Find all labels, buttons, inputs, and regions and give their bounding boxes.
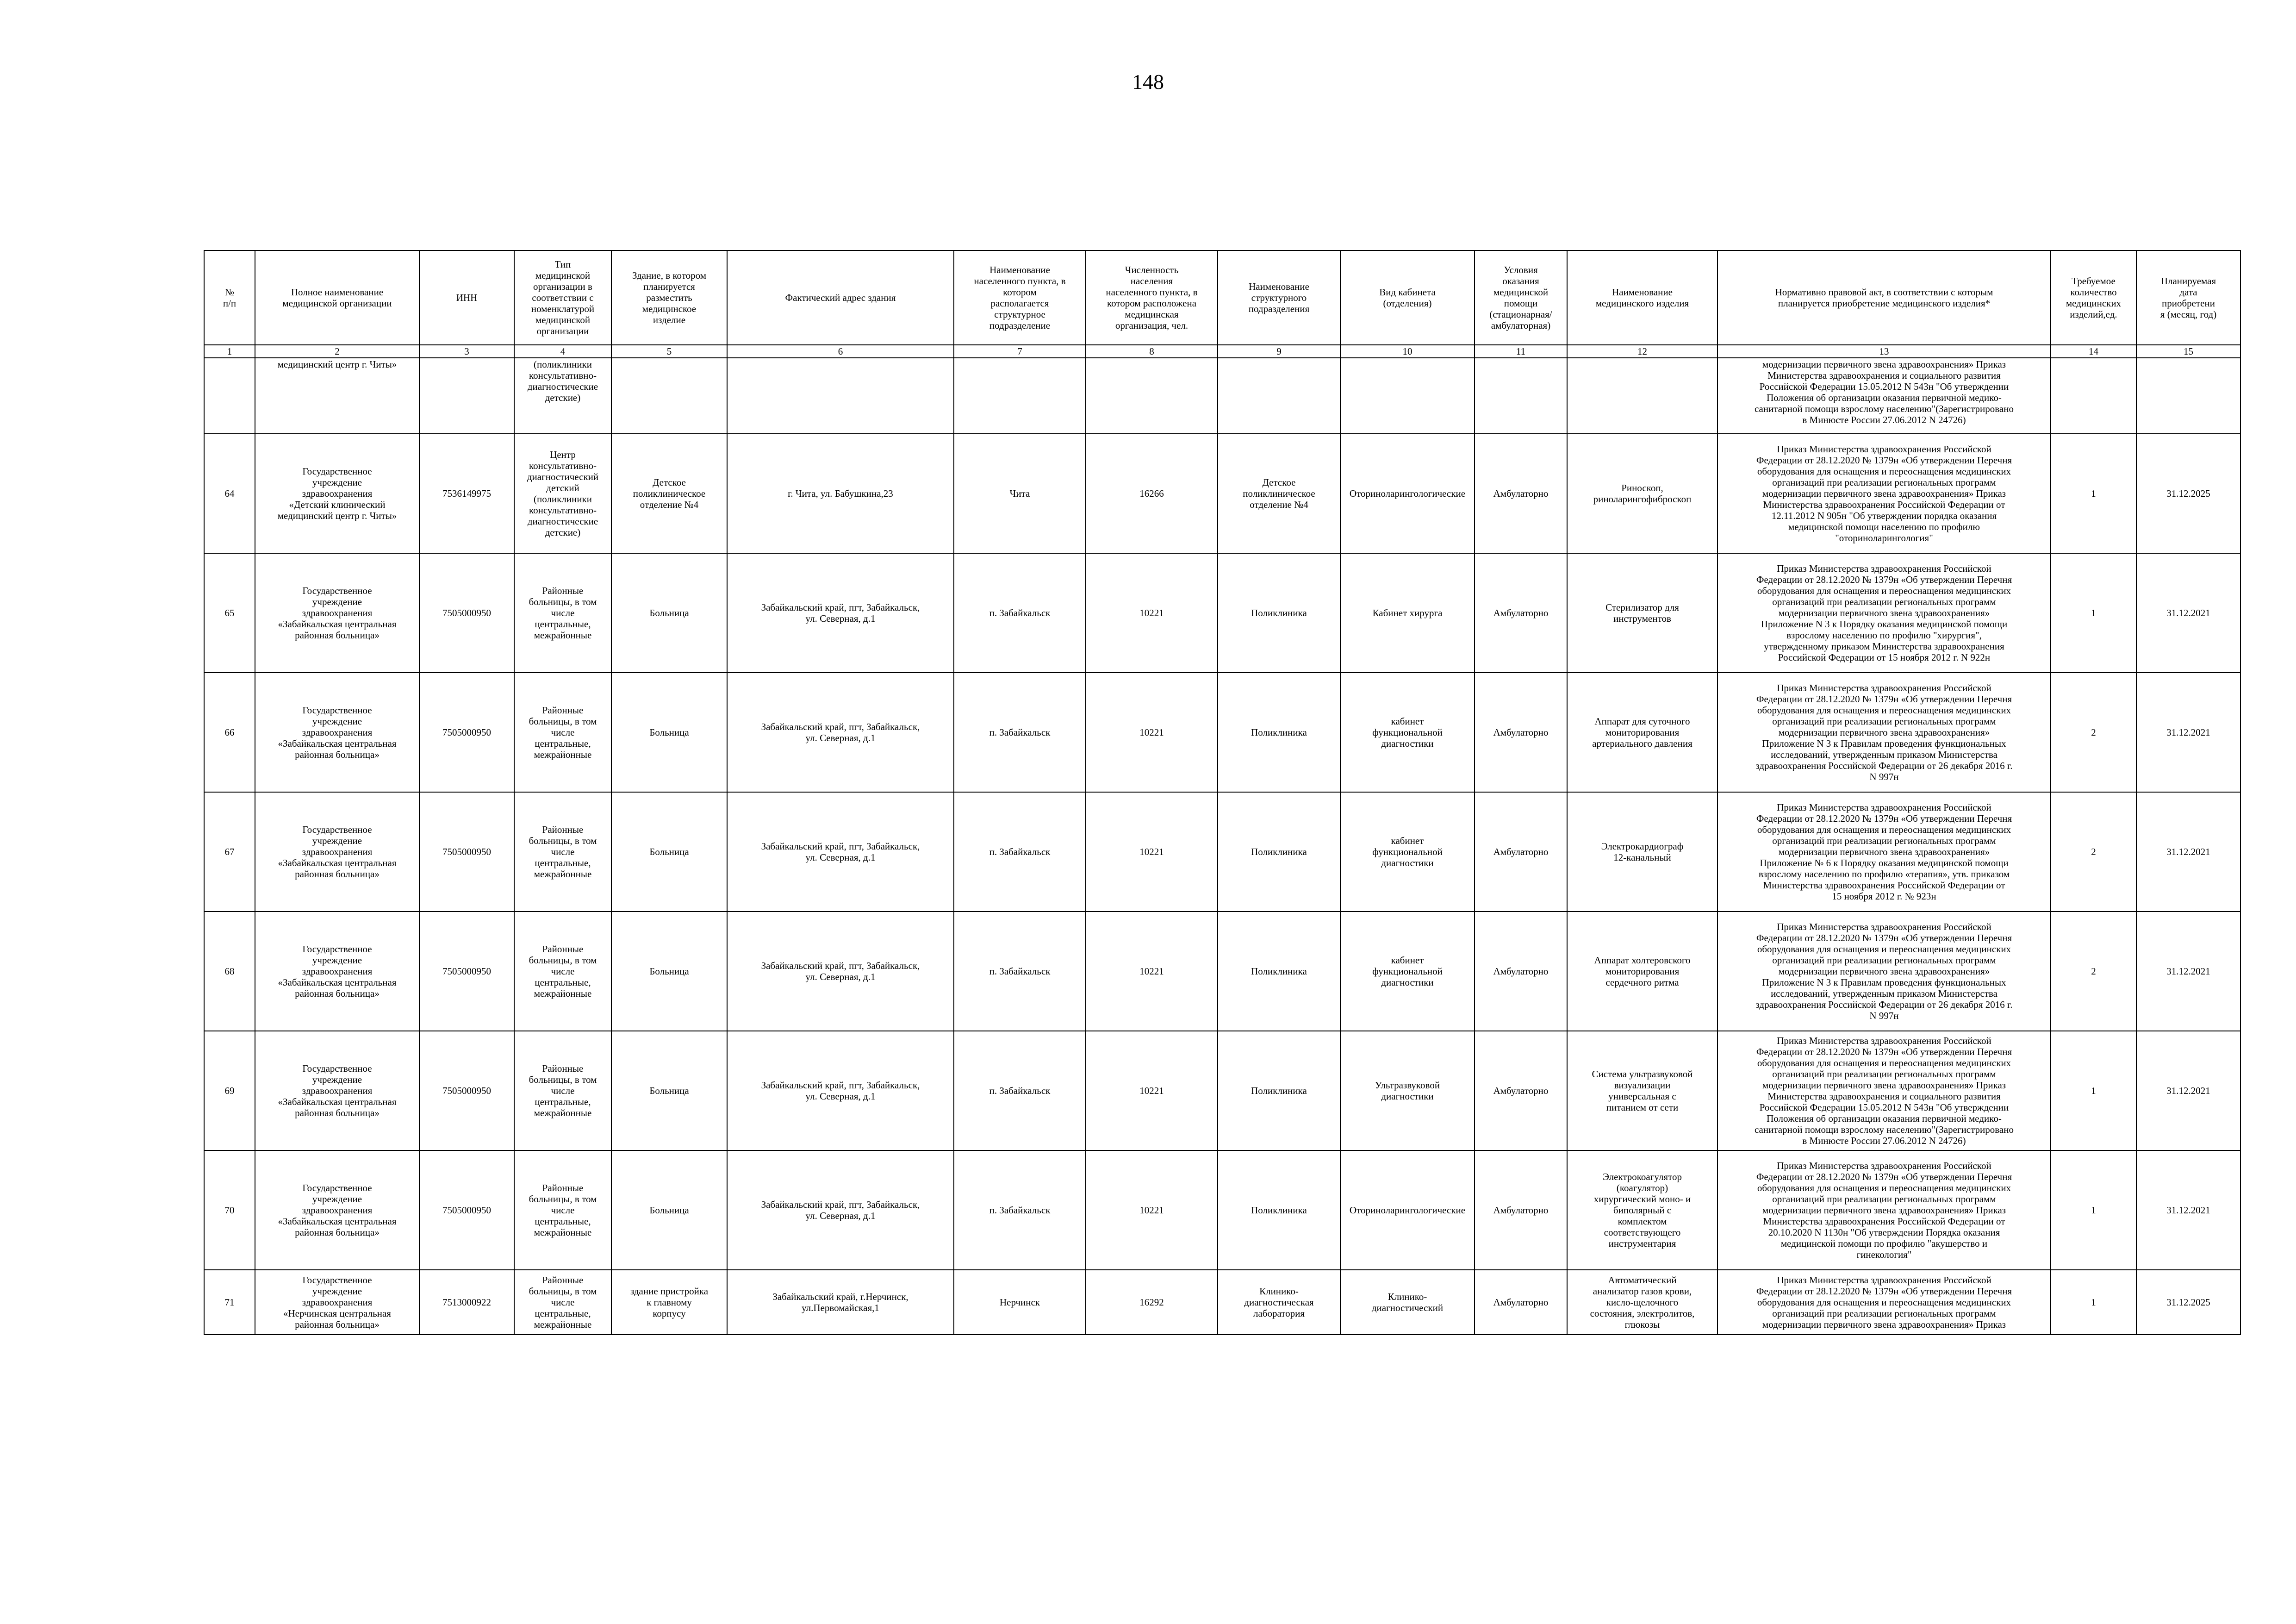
cell-population: 10221 (1086, 553, 1218, 673)
cell-row-number: 65 (204, 553, 255, 673)
cell-device-name (1567, 358, 1717, 434)
cell-device-name: Аппарат для суточного мониторирования артериального давления (1567, 673, 1717, 792)
cell-population (1086, 358, 1218, 434)
cell-legal-act: Приказ Министерства здравоохранения Российской Федерации от 28.12.2020 № 1379н «Об утверждении Перечня оборудования для оснащения и переоснащения медицинских организаций при реализации региональных программ модернизации первичного звена здравоохранения» Приложение N 3 к Порядку оказания медицинской помощи взрослому населению по профилю "хирургия", утвержденному приказом Министерства здравоохранения Российской Федерации от 15 ноября 2012 г. N 922н (1717, 553, 2051, 673)
cell-cabinet-type: кабинет функциональной диагностики (1340, 792, 1475, 912)
cell-row-number: 69 (204, 1031, 255, 1150)
cell-purchase-date: 31.12.2021 (2136, 912, 2240, 1031)
cell-inn: 7505000950 (419, 553, 514, 673)
cell-settlement: п. Забайкальск (954, 1150, 1086, 1270)
cell-legal-act: модернизации первичного звена здравоохранения» Приказ Министерства здравоохранения и социального развития Российской Федерации 15.05.2012 N 543н "Об утверждении Положения об организации оказания первичной медико- санитарной помощи взрослому населению"(Зарегистрировано в Минюсте России 27.06.2012 N 24726) (1717, 358, 2051, 434)
cell-inn: 7505000950 (419, 1150, 514, 1270)
cell-settlement: п. Забайкальск (954, 792, 1086, 912)
cell-legal-act: Приказ Министерства здравоохранения Российской Федерации от 28.12.2020 № 1379н «Об утверждении Перечня оборудования для оснащения и переоснащения медицинских организаций при реализации региональных программ модернизации первичного звена здравоохранения» Приказ Министерства здравоохранения Российской Федерации от 12.11.2012 N 905н "Об утверждении порядка оказания медицинской помощи населению по профилю "оториноларингология" (1717, 434, 2051, 553)
cell-structural-unit: Поликлиника (1218, 1150, 1340, 1270)
cell-organization-name: Государственное учреждение здравоохранения «Детский клинический медицинский центр г. Читы» (255, 434, 419, 553)
cell-purchase-date: 31.12.2025 (2136, 434, 2240, 553)
cell-purchase-date (2136, 358, 2240, 434)
cell-structural-unit: Поликлиника (1218, 792, 1340, 912)
page-number: 148 (1132, 70, 1164, 94)
cell-legal-act: Приказ Министерства здравоохранения Российской Федерации от 28.12.2020 № 1379н «Об утверждении Перечня оборудования для оснащения и переоснащения медицинских организаций при реализации региональных программ модернизации первичного звена здравоохранения» Приказ (1717, 1270, 2051, 1335)
cell-purchase-date: 31.12.2021 (2136, 553, 2240, 673)
header-legal-act: Нормативно правовой акт, в соответствии с которым планируется приобретение медицинского изделия* (1717, 250, 2051, 345)
cell-building (611, 358, 727, 434)
cell-quantity: 1 (2051, 1031, 2136, 1150)
table-row (204, 673, 2240, 792)
cell-row-number: 71 (204, 1270, 255, 1335)
cell-care-conditions: Амбулаторно (1475, 1150, 1567, 1270)
cell-organization-name: Государственное учреждение здравоохранения «Забайкальская центральная районная больница» (255, 792, 419, 912)
cell-organization-name: Государственное учреждение здравоохранения «Забайкальская центральная районная больница» (255, 1150, 419, 1270)
cell-settlement: п. Забайкальск (954, 1031, 1086, 1150)
cell-legal-act: Приказ Министерства здравоохранения Российской Федерации от 28.12.2020 № 1379н «Об утверждении Перечня оборудования для оснащения и переоснащения медицинских организаций при реализации региональных программ модернизации первичного звена здравоохранения» Приложение № 6 к Порядку оказания медицинской помощи взрослому населению по профилю «терапия», утв. приказом Министерства здравоохранения Российской Федерации от 15 ноября 2012 г. № 923н (1717, 792, 2051, 912)
cell-structural-unit: Поликлиника (1218, 1031, 1340, 1150)
header-address: Фактический адрес здания (727, 250, 954, 345)
cell-organization-name: Государственное учреждение здравоохранения «Нерчинская центральная районная больница» (255, 1270, 419, 1335)
table-header (204, 250, 2240, 358)
cell-organization-type: (поликлиники консультативно- диагностические детские) (514, 358, 611, 434)
cell-row-number: 68 (204, 912, 255, 1031)
header-care-conditions: Условия оказания медицинской помощи (стационарная/ амбулаторная) (1475, 250, 1567, 345)
cell-address: Забайкальский край, пгт, Забайкальск, ул. Северная, д.1 (727, 553, 954, 673)
table-row (204, 1270, 2240, 1335)
column-number-organization-name: 2 (255, 345, 419, 358)
cell-care-conditions: Амбулаторно (1475, 912, 1567, 1031)
cell-device-name: Стерилизатор для инструментов (1567, 553, 1717, 673)
cell-organization-name: Государственное учреждение здравоохранения «Забайкальская центральная районная больница» (255, 912, 419, 1031)
cell-care-conditions: Амбулаторно (1475, 553, 1567, 673)
cell-building: здание пристройка к главному корпусу (611, 1270, 727, 1335)
cell-organization-type: Районные больницы, в том числе центральные, межрайонные (514, 553, 611, 673)
cell-structural-unit: Клинико- диагностическая лаборатория (1218, 1270, 1340, 1335)
cell-address: Забайкальский край, пгт, Забайкальск, ул. Северная, д.1 (727, 912, 954, 1031)
table-row (204, 434, 2240, 553)
column-number-device-name: 12 (1567, 345, 1717, 358)
header-device-name: Наименование медицинского изделия (1567, 250, 1717, 345)
cell-quantity: 1 (2051, 434, 2136, 553)
header-organization-type: Тип медицинской организации в соответствии с номенклатурой медицинской организации (514, 250, 611, 345)
cell-device-name: Аппарат холтеровского мониторирования сердечного ритма (1567, 912, 1717, 1031)
header-building: Здание, в котором планируется разместить медицинское изделие (611, 250, 727, 345)
cell-device-name: Электрокоагулятор (коагулятор) хирургический моно- и биполярный с комплектом соответствующего инструментария (1567, 1150, 1717, 1270)
cell-legal-act: Приказ Министерства здравоохранения Российской Федерации от 28.12.2020 № 1379н «Об утверждении Перечня оборудования для оснащения и переоснащения медицинских организаций при реализации региональных программ модернизации первичного звена здравоохранения» Приказ Министерства здравоохранения Российской Федерации от 20.10.2020 N 1130н "Об утверждении Порядка оказания медицинской помощи по профилю "акушерство и гинекология" (1717, 1150, 2051, 1270)
cell-settlement: п. Забайкальск (954, 673, 1086, 792)
column-number-address: 6 (727, 345, 954, 358)
cell-inn: 7505000950 (419, 792, 514, 912)
cell-building: Больница (611, 553, 727, 673)
cell-quantity: 2 (2051, 792, 2136, 912)
cell-settlement: Чита (954, 434, 1086, 553)
header-purchase-date: Планируемая дата приобретени я (месяц, год) (2136, 250, 2240, 345)
cell-inn: 7536149975 (419, 434, 514, 553)
cell-population: 10221 (1086, 792, 1218, 912)
cell-purchase-date: 31.12.2021 (2136, 792, 2240, 912)
cell-cabinet-type: Кабинет хирурга (1340, 553, 1475, 673)
cell-building: Больница (611, 1150, 727, 1270)
cell-row-number: 67 (204, 792, 255, 912)
cell-care-conditions (1475, 358, 1567, 434)
table-row (204, 1031, 2240, 1150)
header-row-number: № п/п (204, 250, 255, 345)
cell-row-number (204, 358, 255, 434)
cell-population: 10221 (1086, 1031, 1218, 1150)
cell-care-conditions: Амбулаторно (1475, 792, 1567, 912)
cell-legal-act: Приказ Министерства здравоохранения Российской Федерации от 28.12.2020 № 1379н «Об утверждении Перечня оборудования для оснащения и переоснащения медицинских организаций при реализации региональных программ модернизации первичного звена здравоохранения» Приложение N 3 к Правилам проведения функциональных исследований, утвержденным приказом Министерства здравоохранения Российской Федерации от 26 декабря 2016 г. N 997н (1717, 912, 2051, 1031)
cell-building: Больница (611, 1031, 727, 1150)
table-row (204, 1150, 2240, 1270)
cell-population: 10221 (1086, 1150, 1218, 1270)
cell-care-conditions: Амбулаторно (1475, 673, 1567, 792)
header-inn: ИНН (419, 250, 514, 345)
cell-organization-type: Районные больницы, в том числе центральные, межрайонные (514, 1270, 611, 1335)
cell-device-name: Электрокардиограф 12-канальный (1567, 792, 1717, 912)
cell-cabinet-type: Оториноларингологические (1340, 434, 1475, 553)
cell-cabinet-type: кабинет функциональной диагностики (1340, 912, 1475, 1031)
column-number-settlement: 7 (954, 345, 1086, 358)
cell-address: Забайкальский край, пгт, Забайкальск, ул. Северная, д.1 (727, 792, 954, 912)
cell-legal-act: Приказ Министерства здравоохранения Российской Федерации от 28.12.2020 № 1379н «Об утверждении Перечня оборудования для оснащения и переоснащения медицинских организаций при реализации региональных программ модернизации первичного звена здравоохранения» Приказ Министерства здравоохранения и социального развития Российской Федерации 15.05.2012 N 543н "Об утверждении Положения об организации оказания первичной медико- санитарной помощи взрослому населению"(Зарегистрировано в Минюсте России 27.06.2012 N 24726) (1717, 1031, 2051, 1150)
table-row (204, 912, 2240, 1031)
cell-care-conditions: Амбулаторно (1475, 1031, 1567, 1150)
cell-population: 16266 (1086, 434, 1218, 553)
cell-purchase-date: 31.12.2021 (2136, 1150, 2240, 1270)
cell-quantity: 2 (2051, 673, 2136, 792)
column-number-organization-type: 4 (514, 345, 611, 358)
cell-address: г. Чита, ул. Бабушкина,23 (727, 434, 954, 553)
header-quantity: Требуемое количество медицинских изделий,ед. (2051, 250, 2136, 345)
cell-inn: 7505000950 (419, 1031, 514, 1150)
header-settlement: Наименование населенного пункта, в котором располагается структурное подразделение (954, 250, 1086, 345)
cell-quantity: 1 (2051, 1270, 2136, 1335)
table-row (204, 553, 2240, 673)
column-number-building: 5 (611, 345, 727, 358)
cell-inn: 7513000922 (419, 1270, 514, 1335)
cell-care-conditions: Амбулаторно (1475, 1270, 1567, 1335)
cell-structural-unit (1218, 358, 1340, 434)
column-number-structural-unit: 9 (1218, 345, 1340, 358)
cell-organization-type: Центр консультативно- диагностический детский (поликлиники консультативно- диагностические детские) (514, 434, 611, 553)
cell-organization-type: Районные больницы, в том числе центральные, межрайонные (514, 912, 611, 1031)
cell-building: Детское поликлиническое отделение №4 (611, 434, 727, 553)
cell-row-number: 64 (204, 434, 255, 553)
cell-legal-act: Приказ Министерства здравоохранения Российской Федерации от 28.12.2020 № 1379н «Об утверждении Перечня оборудования для оснащения и переоснащения медицинских организаций при реализации региональных программ модернизации первичного звена здравоохранения» Приложение N 3 к Правилам проведения функциональных исследований, утвержденным приказом Министерства здравоохранения Российской Федерации от 26 декабря 2016 г. N 997н (1717, 673, 2051, 792)
column-number-cabinet-type: 10 (1340, 345, 1475, 358)
cell-structural-unit: Поликлиника (1218, 673, 1340, 792)
cell-device-name: Риноскоп, риноларингофиброскоп (1567, 434, 1717, 553)
cell-cabinet-type: кабинет функциональной диагностики (1340, 673, 1475, 792)
cell-building: Больница (611, 673, 727, 792)
cell-building: Больница (611, 792, 727, 912)
cell-organization-type: Районные больницы, в том числе центральные, межрайонные (514, 673, 611, 792)
cell-building: Больница (611, 912, 727, 1031)
cell-cabinet-type (1340, 358, 1475, 434)
cell-quantity (2051, 358, 2136, 434)
cell-settlement: п. Забайкальск (954, 912, 1086, 1031)
cell-row-number: 66 (204, 673, 255, 792)
cell-device-name: Автоматический анализатор газов крови, кисло-щелочного состояния, электролитов, глюкозы (1567, 1270, 1717, 1335)
cell-purchase-date: 31.12.2021 (2136, 1031, 2240, 1150)
cell-organization-type: Районные больницы, в том числе центральные, межрайонные (514, 1031, 611, 1150)
cell-purchase-date: 31.12.2025 (2136, 1270, 2240, 1335)
cell-quantity: 2 (2051, 912, 2136, 1031)
cell-structural-unit: Детское поликлиническое отделение №4 (1218, 434, 1340, 553)
cell-inn: 7505000950 (419, 673, 514, 792)
cell-quantity: 1 (2051, 553, 2136, 673)
cell-cabinet-type: Оториноларингологические (1340, 1150, 1475, 1270)
cell-population: 16292 (1086, 1270, 1218, 1335)
cell-address (727, 358, 954, 434)
cell-inn: 7505000950 (419, 912, 514, 1031)
cell-settlement: п. Забайкальск (954, 553, 1086, 673)
cell-population: 10221 (1086, 912, 1218, 1031)
column-number-legal-act: 13 (1717, 345, 2051, 358)
header-population: Численность населения населенного пункта, в котором расположена медицинская организация, чел. (1086, 250, 1218, 345)
cell-address: Забайкальский край, пгт, Забайкальск, ул. Северная, д.1 (727, 1150, 954, 1270)
cell-organization-name: медицинский центр г. Читы» (255, 358, 419, 434)
cell-address: Забайкальский край, пгт, Забайкальск, ул. Северная, д.1 (727, 1031, 954, 1150)
column-number-quantity: 14 (2051, 345, 2136, 358)
cell-cabinet-type: Клинико- диагностический (1340, 1270, 1475, 1335)
cell-settlement (954, 358, 1086, 434)
table-row (204, 792, 2240, 912)
header-organization-name: Полное наименование медицинской организации (255, 250, 419, 345)
column-number-row (204, 345, 2240, 358)
header-cabinet-type: Вид кабинета (отделения) (1340, 250, 1475, 345)
cell-organization-type: Районные больницы, в том числе центральные, межрайонные (514, 792, 611, 912)
cell-organization-name: Государственное учреждение здравоохранения «Забайкальская центральная районная больница» (255, 1031, 419, 1150)
cell-device-name: Система ультразвуковой визуализации универсальная с питанием от сети (1567, 1031, 1717, 1150)
cell-quantity: 1 (2051, 1150, 2136, 1270)
cell-population: 10221 (1086, 673, 1218, 792)
cell-address: Забайкальский край, пгт, Забайкальск, ул. Северная, д.1 (727, 673, 954, 792)
table-body (204, 358, 2240, 1335)
equipment-registry-table (204, 250, 2241, 1335)
cell-organization-type: Районные больницы, в том числе центральные, межрайонные (514, 1150, 611, 1270)
cell-cabinet-type: Ультразвуковой диагностики (1340, 1031, 1475, 1150)
cell-settlement: Нерчинск (954, 1270, 1086, 1335)
cell-organization-name: Государственное учреждение здравоохранения «Забайкальская центральная районная больница» (255, 673, 419, 792)
cell-row-number: 70 (204, 1150, 255, 1270)
cell-care-conditions: Амбулаторно (1475, 434, 1567, 553)
column-number-care-conditions: 11 (1475, 345, 1567, 358)
cell-organization-name: Государственное учреждение здравоохранения «Забайкальская центральная районная больница» (255, 553, 419, 673)
table-row (204, 358, 2240, 434)
column-number-population: 8 (1086, 345, 1218, 358)
column-number-purchase-date: 15 (2136, 345, 2240, 358)
header-structural-unit: Наименование структурного подразделения (1218, 250, 1340, 345)
column-number-inn: 3 (419, 345, 514, 358)
cell-structural-unit: Поликлиника (1218, 912, 1340, 1031)
cell-inn (419, 358, 514, 434)
column-number-row-number: 1 (204, 345, 255, 358)
cell-address: Забайкальский край, г.Нерчинск, ул.Первомайская,1 (727, 1270, 954, 1335)
header-row (204, 250, 2240, 345)
cell-structural-unit: Поликлиника (1218, 553, 1340, 673)
cell-purchase-date: 31.12.2021 (2136, 673, 2240, 792)
